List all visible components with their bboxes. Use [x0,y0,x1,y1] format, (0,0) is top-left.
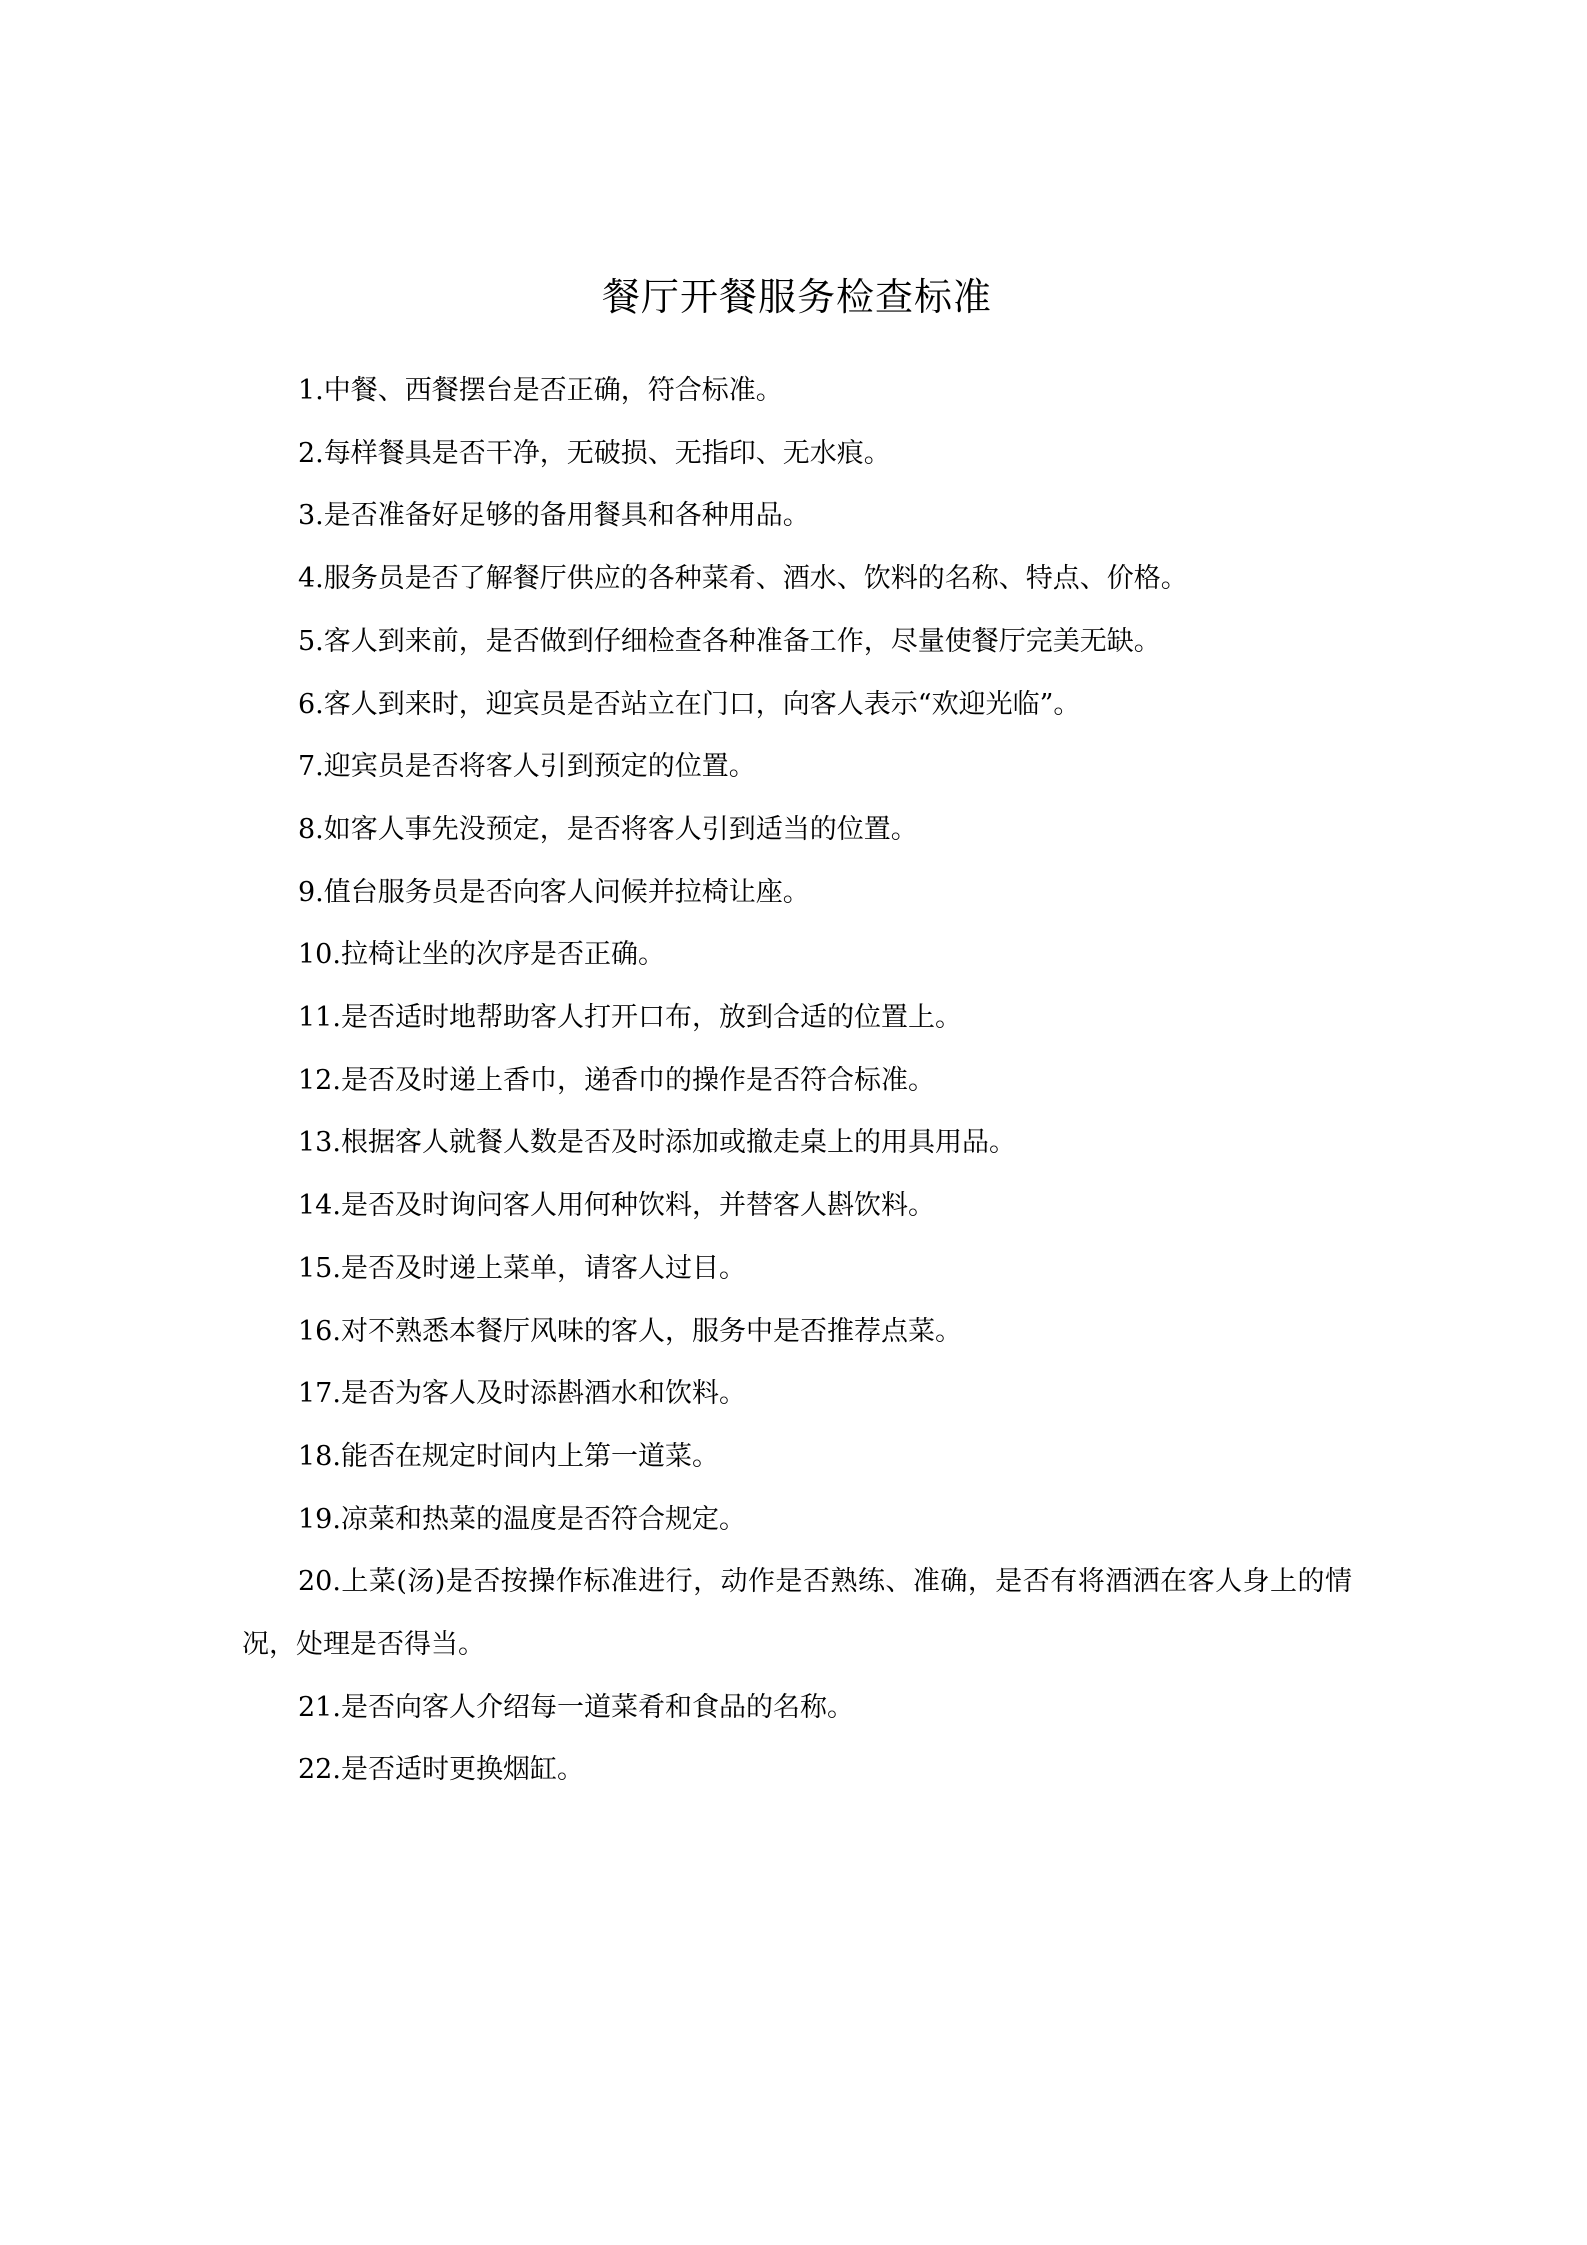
checklist-item: 10.拉椅让坐的次序是否正确。 [298,939,665,971]
checklist-item: 12.是否及时递上香巾，递香巾的操作是否符合标准。 [298,1064,935,1096]
checklist-item: 22.是否适时更换烟缸。 [298,1754,584,1786]
checklist-item: 18.能否在规定时间内上第一道菜。 [298,1440,719,1472]
checklist-item: 1.中餐、西餐摆台是否正确，符合标准。 [298,375,783,406]
checklist-item: 15.是否及时递上菜单，请客人过目。 [298,1252,746,1284]
document-title: 餐厅开餐服务检查标准 [601,275,992,319]
checklist-item: 21.是否向客人介绍每一道菜肴和食品的名称。 [298,1691,854,1723]
checklist-item: 11.是否适时地帮助客人打开口布，放到合适的位置上。 [298,1002,962,1034]
checklist [242,360,1352,1802]
checklist-item: 19.凉菜和热菜的温度是否符合规定。 [298,1503,746,1535]
checklist-item: 4.服务员是否了解餐厅供应的各种菜肴、酒水、饮料的名称、特点、价格。 [298,563,1188,595]
checklist-item: 5.客人到来前，是否做到仔细检查各种准备工作，尽量使餐厅完美无缺。 [298,625,1161,657]
checklist-item: 3.是否准备好足够的备用餐具和各种用品。 [298,500,810,532]
checklist-item: 13.根据客人就餐人数是否及时添加或撤走桌上的用具用品。 [298,1127,1016,1159]
checklist-item: 7.迎宾员是否将客人引到预定的位置。 [298,751,756,783]
checklist-item: 9.值台服务员是否向客人问候并拉椅让座。 [298,876,810,908]
checklist-item: 2.每样餐具是否干净，无破损、无指印、无水痕。 [298,437,891,469]
checklist-item: 8.如客人事先没预定，是否将客人引到适当的位置。 [298,813,918,845]
checklist-item: 6.客人到来时，迎宾员是否站立在门口，向客人表示“欢迎光临”。 [298,688,1081,720]
checklist-item: 16.对不熟悉本餐厅风味的客人，服务中是否推荐点菜。 [298,1315,962,1347]
checklist-item: 14.是否及时询问客人用何种饮料，并替客人斟饮料。 [298,1190,935,1222]
checklist-item: 17.是否为客人及时添斟酒水和饮料。 [298,1378,746,1410]
checklist-item: 20.上菜(汤)是否按操作标准进行，动作是否熟练、准确，是否有将酒洒在客人身上的情况，处理是否得当。 [242,1566,1352,1661]
